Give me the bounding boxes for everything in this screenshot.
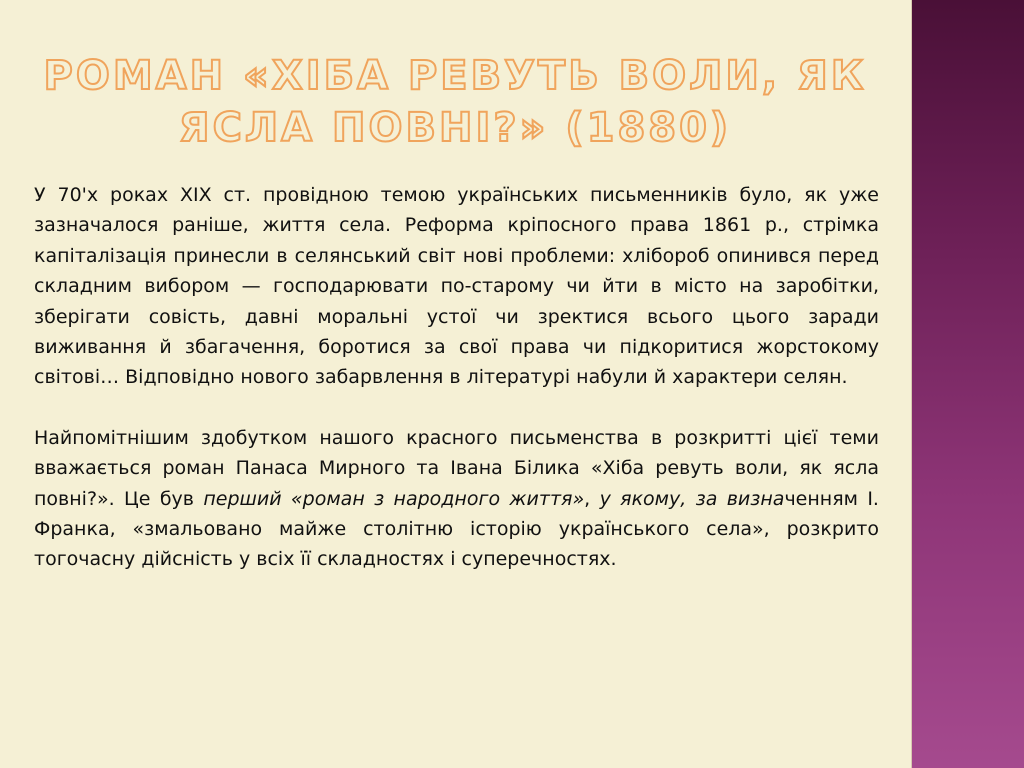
slide-title: РОМАН «ХІБА РЕВУТЬ ВОЛИ, ЯК ЯСЛА ПОВНІ?» (1880) — [43, 53, 867, 151]
paragraph-novel — [34, 423, 879, 575]
paragraph-novel-italic2: у якому, за визна — [599, 487, 785, 510]
paragraph-spacer — [34, 393, 879, 423]
paragraph-novel-italic1: перший «роман з народного життя» — [203, 487, 585, 510]
slide-body — [34, 180, 879, 575]
paragraph-novel-part2: , — [584, 487, 600, 510]
paragraph-intro: У 70'х роках XIX ст. провідною темою українських письменників було, як уже зазначалося раніше, життя села. Реформа кріпосного права 1861 р., стрімка капіталізація принесли в селянський світ нові проблеми: хлібороб опинився перед складним вибором — господарювати по-старому чи йти в місто на заробітки, зберігати совість, давні моральні устої чи зректися всього цього заради виживання й збагачення, боротися за свої права чи підкоритися жорстокому світові… Відповідно нового забарвлення в літературі набули й характери селян. — [34, 184, 879, 389]
decorative-sidebar — [912, 0, 1024, 768]
paragraph-novel-part1: Найпомітнішим здобутком нашого красного письменства в розкритті цієї теми вважається роман Панаса Мирного та Івана Білика «Хіба ревуть воли, як ясла повні?». Це був — [34, 426, 879, 510]
paragraph-novel-part3: ченням І. Франка, «змальовано майже столітню історію українського села», розкрито тогочасну дійсність у всіх її складностях і суперечностях. — [34, 487, 879, 571]
